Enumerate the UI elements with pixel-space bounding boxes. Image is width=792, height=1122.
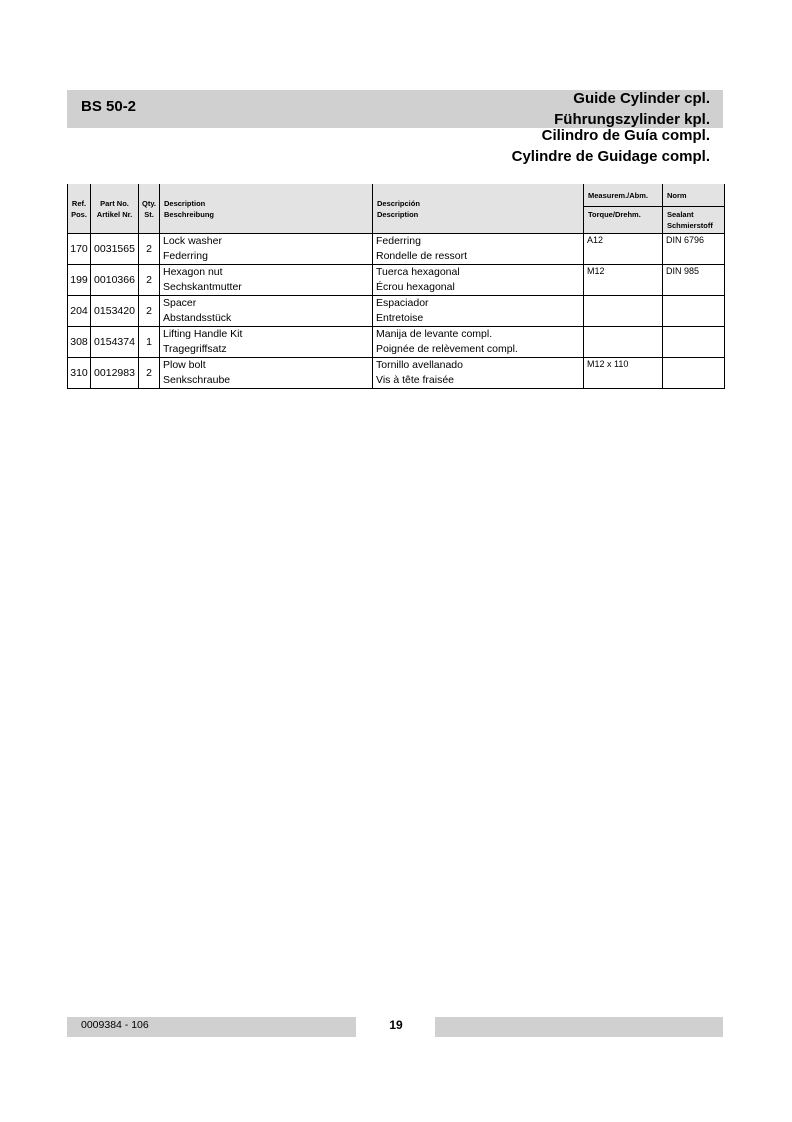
qty-cell: 2 <box>139 234 160 265</box>
measurement-cell <box>584 296 663 327</box>
table-row <box>68 358 725 389</box>
title-english: Guide Cylinder cpl. <box>573 90 710 107</box>
part-no-cell: 0012983 <box>91 358 139 389</box>
col-header-sealant: Sealant Schmierstoff <box>663 207 725 234</box>
parts-table <box>67 184 725 389</box>
description-cell: Lock washer Federring <box>160 234 373 265</box>
norm-cell <box>663 358 725 389</box>
part-no-cell: 0153420 <box>91 296 139 327</box>
ref-cell: 310 <box>68 358 91 389</box>
page-number: 19 <box>389 1018 403 1032</box>
norm-cell: DIN 985 <box>663 265 725 296</box>
qty-cell: 1 <box>139 327 160 358</box>
footer-bar-right <box>435 1017 723 1037</box>
ref-cell: 308 <box>68 327 91 358</box>
part-no-cell: 0031565 <box>91 234 139 265</box>
ref-cell: 170 <box>68 234 91 265</box>
measurement-cell: M12 <box>584 265 663 296</box>
descripcion-cell: Espaciador Entretoise <box>373 296 584 327</box>
measurement-cell <box>584 327 663 358</box>
title-spanish: Cilindro de Guía compl. <box>541 127 710 144</box>
table-row <box>68 265 725 296</box>
norm-cell <box>663 327 725 358</box>
col-header-qty: Qty. St. <box>139 184 160 234</box>
col-header-description: Description Beschreibung <box>160 184 373 234</box>
col-header-part-no: Part No. Artikel Nr. <box>91 184 139 234</box>
descripcion-cell: Manija de levante compl. Poignée de relèvement compl. <box>373 327 584 358</box>
descripcion-cell: Tuerca hexagonal Écrou hexagonal <box>373 265 584 296</box>
title-german: Führungszylinder kpl. <box>554 111 710 128</box>
description-cell: Spacer Abstandsstück <box>160 296 373 327</box>
col-header-measurement: Measurem./Abm. <box>584 184 663 207</box>
table-row <box>68 234 725 265</box>
title-french: Cylindre de Guidage compl. <box>511 148 710 165</box>
model-name: BS 50-2 <box>81 98 137 115</box>
description-cell: Hexagon nut Sechskantmutter <box>160 265 373 296</box>
table-row <box>68 327 725 358</box>
part-no-cell: 0154374 <box>91 327 139 358</box>
ref-cell: 204 <box>68 296 91 327</box>
descripcion-cell: Tornillo avellanado Vis à tête fraisée <box>373 358 584 389</box>
descripcion-cell: Federring Rondelle de ressort <box>373 234 584 265</box>
qty-cell: 2 <box>139 358 160 389</box>
col-header-norm: Norm <box>663 184 725 207</box>
description-cell: Lifting Handle Kit Tragegriffsatz <box>160 327 373 358</box>
document-number: 0009384 - 106 <box>81 1019 149 1031</box>
norm-cell: DIN 6796 <box>663 234 725 265</box>
qty-cell: 2 <box>139 296 160 327</box>
measurement-cell: A12 <box>584 234 663 265</box>
measurement-cell: M12 x 110 <box>584 358 663 389</box>
col-header-ref: Ref. Pos. <box>68 184 91 234</box>
table-row <box>68 296 725 327</box>
col-header-torque: Torque/Drehm. <box>584 207 663 234</box>
qty-cell: 2 <box>139 265 160 296</box>
norm-cell <box>663 296 725 327</box>
part-no-cell: 0010366 <box>91 265 139 296</box>
ref-cell: 199 <box>68 265 91 296</box>
col-header-descripcion: Descripción Description <box>373 184 584 234</box>
description-cell: Plow bolt Senkschraube <box>160 358 373 389</box>
